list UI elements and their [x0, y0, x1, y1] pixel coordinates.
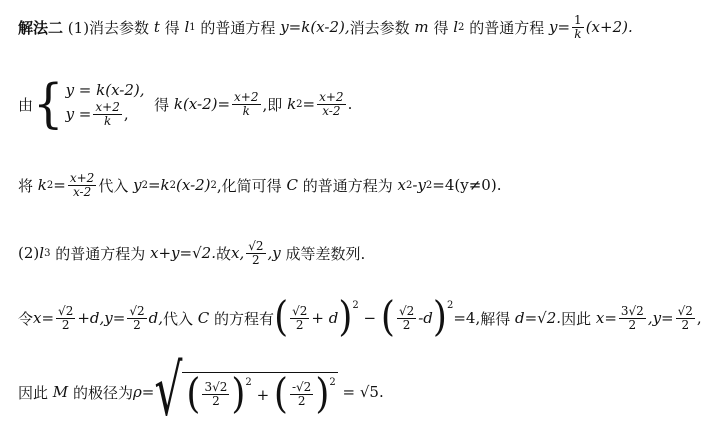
plus-sign: +	[256, 385, 270, 404]
seq-y: ,y	[267, 244, 281, 263]
x-eq: x=	[33, 309, 55, 327]
param-m: m	[414, 18, 429, 37]
jiang-word: 将	[18, 176, 34, 195]
y-result: ,y=	[647, 309, 674, 327]
de-word: 得	[164, 18, 180, 37]
lparen-2: (	[380, 293, 395, 341]
res-y: -y	[412, 176, 426, 195]
polar-radius-text: 的极径为	[72, 383, 133, 402]
solution-line-2	[18, 73, 353, 135]
minus-d-2: -d	[418, 309, 433, 327]
res-end: =4(y≠0).	[432, 176, 502, 195]
frac-y-result: $\frac{√2}{2}$	[677, 303, 693, 332]
frac-3: $\frac{√2}{2}$	[292, 303, 308, 332]
system-brace: {	[33, 73, 64, 135]
k-symbol: k	[287, 95, 297, 113]
eq-l2-suffix: (x+2).	[585, 18, 633, 37]
x-result: x=	[595, 309, 617, 327]
l1-subscript: 1	[189, 21, 196, 33]
part-1-intro: (1)消去参数	[67, 18, 150, 37]
k-sq-sup: 2	[169, 179, 177, 191]
k-sup-3: 2	[46, 179, 54, 191]
point-m: M	[52, 383, 69, 401]
res-y-sup: 2	[425, 179, 433, 191]
jie-word: 解得	[480, 309, 511, 328]
you-word: 由	[18, 95, 34, 114]
eq-k-x2: k(x-2)=	[173, 95, 231, 113]
dairu-word-5: 代入	[162, 309, 193, 328]
curve-c: C	[286, 176, 298, 195]
eq-4: =4,	[453, 309, 481, 327]
sq-2: 2	[446, 300, 454, 311]
frac-x-result: $\frac{3√2}{2}$	[620, 303, 644, 332]
result-sqrt5: = √5.	[342, 383, 384, 401]
minus-sign: −	[363, 309, 377, 327]
fraction-1-over-k: $\frac{1}{k}$	[574, 13, 582, 41]
gu-word: 故	[215, 244, 231, 263]
lparen-1: (	[274, 293, 289, 341]
param-t: t	[153, 18, 160, 37]
text-common-eq-a: 的普通方程	[200, 18, 276, 37]
frac-x: $\frac{√2}{2}$	[58, 303, 74, 332]
l3-equation: x+y=√2.	[150, 244, 216, 263]
equation-system	[66, 80, 145, 127]
eq-k: =k	[147, 176, 170, 195]
y-sq-sup: 2	[141, 179, 148, 191]
radical-sign: √	[154, 350, 183, 432]
res-x-sup: 2	[406, 179, 413, 191]
common-eq-text: 的普通方程为	[302, 176, 393, 195]
rparen-1: )	[338, 293, 353, 341]
ling-word: 令	[18, 309, 34, 328]
eq-l1: y=k(x-2),	[280, 18, 350, 37]
l3-text: 的普通方程为	[55, 244, 146, 263]
system-eq-top: y = k(x-2),	[65, 81, 145, 100]
sq-1: 2	[352, 300, 359, 311]
equals-3: =	[53, 176, 66, 195]
solution-line-5	[18, 293, 702, 341]
sq-rho-1: 2	[245, 376, 252, 388]
yinci-word-6: 因此	[18, 383, 49, 402]
y-eq: y=	[104, 309, 126, 327]
ji-word: ,即	[262, 95, 283, 114]
part-b-text: 消去参数	[349, 18, 410, 37]
arith-seq-text: 成等差数列.	[285, 244, 366, 263]
de-word-2: 得	[433, 18, 449, 37]
rho-eq: ρ=	[132, 383, 155, 401]
solution-line-6	[18, 350, 384, 432]
l3-symbol: l	[39, 244, 45, 263]
solution-line-4	[18, 240, 365, 266]
solution-line-1	[18, 14, 633, 40]
l1-symbol: l	[184, 18, 190, 37]
curve-c-5: C	[197, 309, 210, 327]
l2-subscript: 2	[458, 21, 465, 33]
eq-x-2: (x-2)	[176, 176, 211, 195]
text-common-eq-b: 的普通方程	[469, 18, 545, 37]
dairu-word: 代入	[98, 176, 129, 195]
l3-subscript: 3	[44, 247, 51, 259]
sqrt-expression	[154, 350, 337, 432]
radicand: ( $\frac{3√2}{2}$ ) 2 + ( $\frac{-√2}{2}$ ) 2	[182, 372, 337, 413]
plus-d-2: + d	[311, 309, 339, 327]
system-eq-bottom: y = $\frac{x+2}{k}$ ,	[65, 100, 129, 128]
yinci-word: 因此	[561, 309, 592, 328]
eq-has-text: 的方程有	[214, 309, 275, 328]
res-x: x	[397, 176, 406, 195]
l2-symbol: l	[453, 18, 459, 37]
d-value: d=√2.	[515, 309, 562, 327]
period: .	[347, 95, 353, 113]
comma: ,	[696, 309, 702, 327]
minus-d: d,	[148, 309, 163, 327]
k-squared-sup: 2	[296, 98, 303, 110]
k-symbol-3: k	[37, 176, 47, 195]
paren-sq-sup: 2	[210, 179, 217, 191]
sq-rho-2: 2	[329, 376, 336, 388]
solution-label: 解法二	[18, 18, 64, 37]
frac-rho-2: $\frac{-√2}{2}$	[291, 380, 312, 408]
part-2-label: (2)	[18, 244, 40, 263]
simplify-text: ,化简可得	[216, 176, 282, 195]
frac-y: $\frac{√2}{2}$	[129, 303, 145, 332]
fraction-x2-over-x-2: $\frac{x+2}{x-2}$	[319, 89, 344, 118]
fraction-sqrt2-over-2: $\frac{√2}{2}$	[248, 239, 264, 267]
fraction-x2-over-k: $\frac{x+2}{k}$	[234, 89, 259, 118]
frac-4: $\frac{√2}{2}$	[398, 303, 415, 332]
de-word-3: 得	[154, 95, 170, 114]
seq-x: x,	[230, 244, 245, 263]
rparen-2: )	[432, 293, 447, 341]
solution-line-3	[18, 172, 501, 198]
fraction-line-3: $\frac{x+2}{x-2}$	[69, 171, 95, 199]
eq-l2-prefix: y=	[549, 18, 571, 37]
equals: =	[302, 95, 316, 113]
frac-rho-1: $\frac{3√2}{2}$	[204, 380, 228, 408]
y-sq: y	[133, 176, 142, 195]
plus-d: +d,	[77, 309, 105, 327]
